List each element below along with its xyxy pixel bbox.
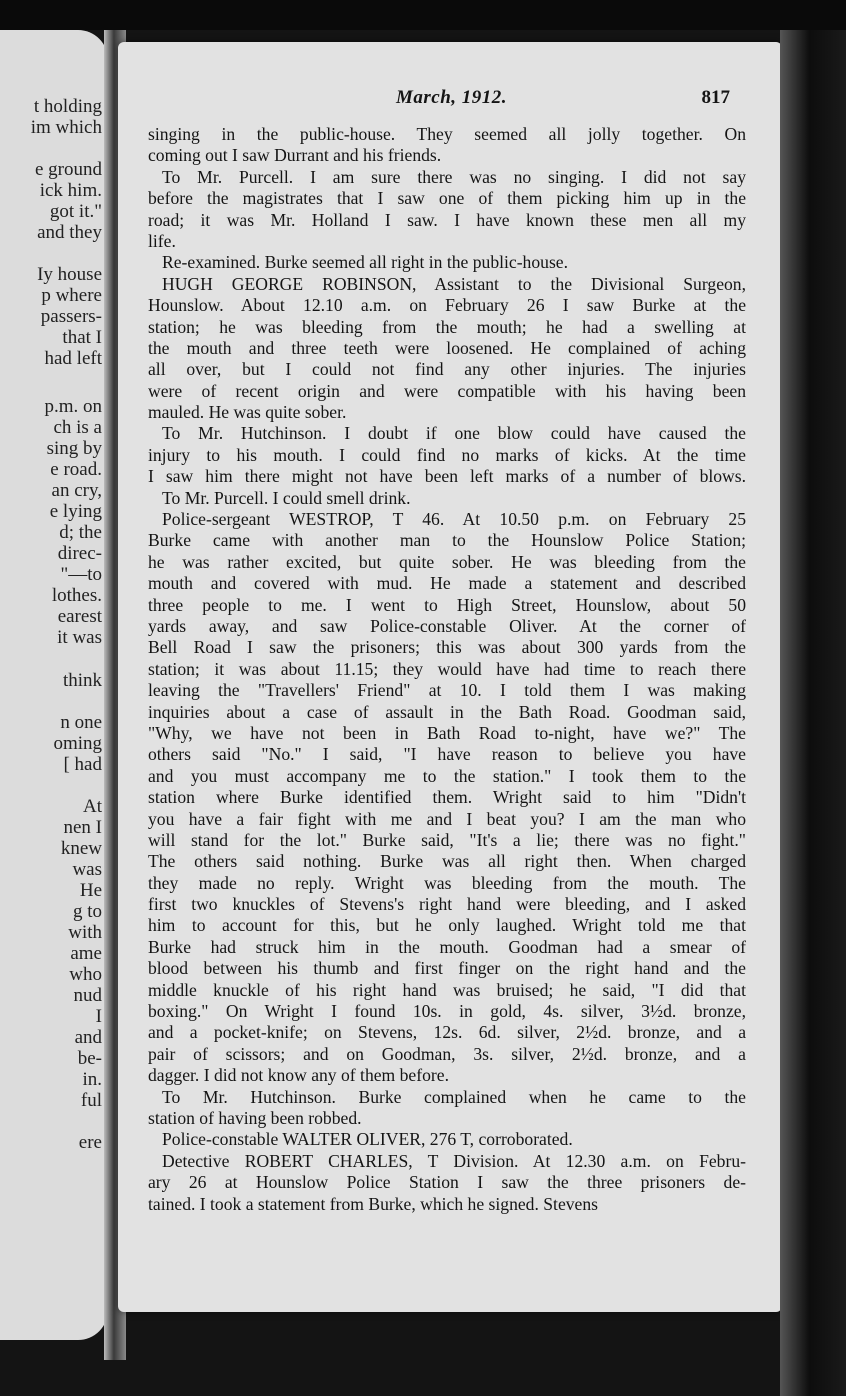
facing-page-line: At	[83, 796, 102, 817]
facing-page-line: that I	[62, 327, 102, 348]
facing-page-line: [ had	[63, 754, 102, 775]
facing-page-line: e ground	[34, 159, 102, 180]
body-line: and a pocket-knife; on Stevens, 12s. 6d. silver, 2½d. bronze, and a	[148, 1022, 746, 1043]
facing-page-line: nen I	[63, 817, 102, 838]
body-line: leaving the "Travellers' Friend" at 10. I told them I was making	[148, 680, 746, 701]
body-line: ary 26 at Hounslow Police Station I saw the three prisoners de-	[148, 1172, 746, 1193]
body-line: will stand for the lot." Burke said, "It's a lie; there was no fight."	[148, 829, 746, 850]
facing-page-line: He	[79, 880, 102, 901]
film-border-top	[0, 0, 846, 30]
body-line: him to account for this, but he only laughed. Wright told me that	[148, 915, 746, 936]
film-border-right	[780, 30, 846, 1396]
body-line: he was rather excited, but quite sober. He was bleeding from the	[148, 551, 746, 572]
facing-page-line: ick him.	[39, 180, 102, 201]
facing-page-line: in.	[82, 1069, 102, 1090]
facing-page-line: I	[95, 1006, 102, 1027]
body-line: and you must accompany me to the station." I took them to the	[148, 765, 746, 786]
body-line: station; he was bleeding from the mouth; he had a swelling at	[148, 316, 746, 337]
facing-page-line: be-	[77, 1048, 102, 1069]
page-number: 817	[701, 87, 730, 108]
body-line: pair of scissors; and on Goodman, 3s. silver, 2½d. bronze, and a	[148, 1043, 746, 1064]
body-line: station where Burke identified them. Wright said to him "Didn't	[148, 787, 746, 808]
facing-page-line: an cry,	[51, 480, 102, 501]
body-line: Burke came with another man to the Hounslow Police Station;	[148, 530, 746, 551]
facing-page-line: knew	[60, 838, 102, 859]
facing-page-line: "—to	[60, 564, 102, 585]
body-line: three people to me. I went to High Street, Hounslow, about 50	[148, 594, 746, 615]
facing-page-line: g to	[72, 901, 102, 922]
facing-page-line: im which	[30, 117, 102, 138]
body-line: Police-constable WALTER OLIVER, 276 T, corroborated.	[162, 1129, 573, 1150]
body-line: singing in the public-house. They seemed all jolly together. On	[148, 124, 746, 144]
body-line: To Mr. Purcell. I could smell drink.	[162, 487, 411, 508]
facing-page-line: ere	[78, 1132, 102, 1153]
body-line: Detective ROBERT CHARLES, T Division. At 12.30 a.m. on Febru-	[162, 1150, 746, 1171]
facing-page-line: t holding	[33, 96, 102, 117]
facing-page-line: sing by	[46, 438, 102, 459]
body-line: road; it was Mr. Holland I saw. I have known these men all my	[148, 209, 746, 230]
body-line: To Mr. Purcell. I am sure there was no singing. I did not say	[162, 166, 746, 187]
body-line: first two knuckles of Stevens's right hand were bleeding, and I asked	[148, 894, 746, 915]
body-line: all over, but I could not find any other injuries. The injuries	[148, 359, 746, 380]
body-line: Re-examined. Burke seemed all right in the public-house.	[162, 252, 569, 273]
facing-page-line: it was	[57, 627, 102, 648]
facing-page-line: who	[69, 964, 102, 985]
body-line: To Mr. Hutchinson. I doubt if one blow could have caused the	[162, 423, 746, 444]
facing-page-line: oming	[53, 733, 102, 754]
page-header	[118, 87, 782, 113]
facing-page-line: and	[74, 1027, 102, 1048]
facing-page-line: lothes.	[51, 585, 102, 606]
facing-page-line: with	[68, 922, 102, 943]
facing-page-line: ame	[70, 943, 102, 964]
body-line: you have a fair fight with me and I beat you? I am the man who	[148, 808, 746, 829]
facing-page-line: p.m. on	[44, 396, 102, 417]
body-line: coming out I saw Durrant and his friends.	[148, 145, 442, 166]
facing-page-line: Iy house	[37, 264, 102, 285]
facing-page-line: nud	[73, 985, 102, 1006]
body-line: Burke had struck him in the mouth. Goodman had a smear of	[148, 936, 746, 957]
body-line: Bell Road I saw the prisoners; this was about 300 yards from the	[148, 637, 746, 658]
running-head: March, 1912.	[396, 87, 508, 108]
facing-page-line: think	[62, 670, 102, 691]
book-page	[118, 42, 782, 1312]
body-line: I saw him there might not have been left marks of a number of blows.	[148, 466, 746, 487]
page-body-text	[148, 124, 746, 1215]
facing-page-line: earest	[57, 606, 102, 627]
facing-page-line: ful	[80, 1090, 102, 1111]
body-line: mouth and covered with mud. He made a statement and described	[148, 573, 746, 594]
body-line: blood between his thumb and first finger on the right hand and the	[148, 958, 746, 979]
facing-page-line: ch is a	[53, 417, 102, 438]
body-line: station of having been robbed.	[148, 1107, 362, 1128]
body-line: HUGH GEORGE ROBINSON, Assistant to the Divisional Surgeon,	[162, 273, 746, 294]
body-line: To Mr. Hutchinson. Burke complained when he came to the	[162, 1086, 746, 1107]
body-line: Police-sergeant WESTROP, T 46. At 10.50 p.m. on February 25	[162, 509, 746, 530]
facing-page-line: was	[72, 859, 102, 880]
facing-page-line: and they	[37, 222, 102, 243]
facing-page-line: n one	[60, 712, 102, 733]
body-line: inquiries about a case of assault in the Bath Road. Goodman said,	[148, 701, 746, 722]
facing-page-line: got it."	[49, 201, 102, 222]
body-line: The others said nothing. Burke was all right then. When charged	[148, 851, 746, 872]
facing-page-line: passers-	[40, 306, 102, 327]
body-line: others said "No." I said, "I have reason to believe you have	[148, 744, 746, 765]
body-line: life.	[148, 230, 176, 251]
body-line: before the magistrates that I saw one of them picking him up in the	[148, 188, 746, 209]
body-line: dagger. I did not know any of them before.	[148, 1065, 449, 1086]
body-line: tained. I took a statement from Burke, which he signed. Stevens	[148, 1193, 598, 1214]
body-line: the mouth and three teeth were loosened. He complained of aching	[148, 337, 746, 358]
facing-page-line: d; the	[59, 522, 102, 543]
body-line: yards away, and saw Police-constable Oliver. At the corner of	[148, 615, 746, 636]
body-line: boxing." On Wright I found 10s. in gold, 4s. silver, 3½d. bronze,	[148, 1001, 746, 1022]
body-line: Hounslow. About 12.10 a.m. on February 26 I saw Burke at the	[148, 295, 746, 316]
body-line: "Why, we have not been in Bath Road to-night, have we?" The	[148, 722, 746, 743]
body-line: they made no reply. Wright was bleeding from the mouth. The	[148, 872, 746, 893]
facing-page-line: p where	[41, 285, 102, 306]
facing-page-fragment	[0, 30, 108, 1340]
facing-page-line: direc-	[57, 543, 102, 564]
body-line: mauled. He was quite sober.	[148, 402, 347, 423]
body-line: station; it was about 11.15; they would have had time to reach there	[148, 658, 746, 679]
body-line: injury to his mouth. I could find no marks of kicks. At the time	[148, 444, 746, 465]
facing-page-line: e lying	[49, 501, 102, 522]
facing-page-line: had left	[44, 348, 102, 369]
facing-page-line: e road.	[50, 459, 102, 480]
body-line: middle knuckle of his right hand was bruised; he said, "I did that	[148, 979, 746, 1000]
body-line: were of recent origin and were compatible with his having been	[148, 380, 746, 401]
